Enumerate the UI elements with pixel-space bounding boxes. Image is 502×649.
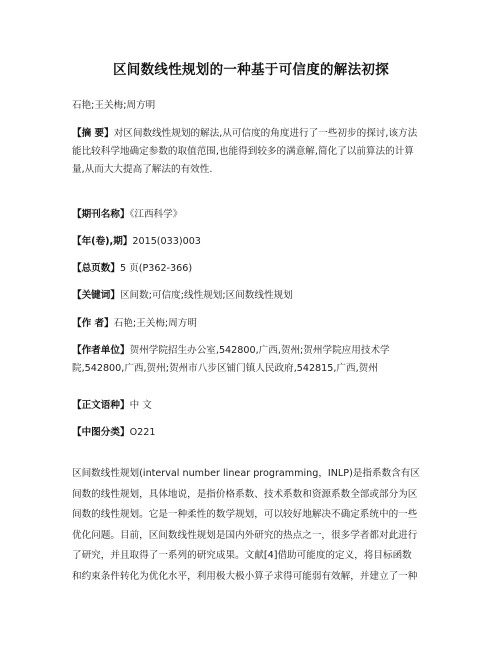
- year-volume-label: 【年(卷),期】: [72, 236, 133, 247]
- classification-label: 【中图分类】: [72, 427, 130, 438]
- author-field: [72, 315, 434, 333]
- language-field: [72, 397, 434, 415]
- abstract-line-3: 量,从而大大提高了解法的有效性.: [72, 164, 213, 175]
- year-volume-field: [72, 233, 434, 251]
- year-volume-value: 2015(033)003: [132, 236, 201, 247]
- abstract-line-2: 能比较科学地确定参数的取值范围,也能得到较多的满意解,简化了以前算法的计算: [72, 146, 414, 157]
- affiliation-label: 【作者单位】: [72, 345, 130, 356]
- pages-field: [72, 260, 434, 278]
- abstract-label: 【摘 要】: [72, 128, 114, 139]
- classification-value: O221: [129, 427, 156, 438]
- body-line: 优化问题。目前，区间数线性规划是国内外研究的热点之一，很多学者都对此进行: [72, 529, 418, 541]
- journal-value: 《江西科学》: [129, 209, 183, 220]
- affiliation-line-1: [72, 342, 434, 360]
- journal-field: [72, 206, 434, 224]
- affiliation-line-2: 院,542800,广西,贺州;贺州市八步区铺门镇人民政府,542815,广西,贺州: [72, 363, 378, 374]
- keywords-label: 【关键词】: [72, 290, 120, 301]
- author-line: 石艳;王关梅;周方明: [72, 100, 156, 111]
- page-title: 区间数线性规划的一种基于可信度的解法初探: [113, 62, 389, 78]
- classification-field: [72, 424, 434, 442]
- body-line: 间数的线性规划，具体地说，是指价格系数、技术系数和资源系数全部或部分为区: [72, 488, 418, 500]
- affiliation-text-1: 贺州学院招生办公室,542800,广西,贺州;贺州学院应用技术学: [129, 345, 390, 356]
- pages-value: 5 页(P362-366): [119, 263, 193, 274]
- body-line: 和约束条件转化为优化水平，利用极大极小算子求得可能弱有效解，并建立了一种: [72, 570, 418, 582]
- abstract-line-1: [72, 125, 434, 143]
- author-label: 【作 者】: [72, 318, 114, 329]
- journal-label: 【期刊名称】: [72, 209, 130, 220]
- author-value: 石艳;王关梅;周方明: [113, 318, 197, 329]
- body-line: 间数的线性规划。它是一种柔性的数学规划，可以较好地解决不确定系统中的一些: [72, 509, 418, 521]
- pages-label: 【总页数】: [72, 263, 120, 274]
- abstract-text-1: 对区间数线性规划的解法,从可信度的角度进行了一些初步的探讨,该方法: [113, 128, 418, 139]
- language-label: 【正文语种】: [72, 400, 130, 411]
- keywords-value: 区间数;可信度;线性规划;区间数线性规划: [119, 290, 293, 301]
- body-paragraph: [72, 464, 434, 588]
- language-value: 中 文: [129, 400, 152, 411]
- body-line: 了研究，并且取得了一系列的研究成果。文献[4]借助可能度的定义，将目标函数: [72, 550, 412, 562]
- abstract-section: [72, 125, 434, 179]
- keywords-field: [72, 287, 434, 305]
- affiliation-field: [72, 342, 434, 378]
- body-line: 区间数线性规划(interval number linear programming，INLP)是指系数含有区: [72, 468, 420, 479]
